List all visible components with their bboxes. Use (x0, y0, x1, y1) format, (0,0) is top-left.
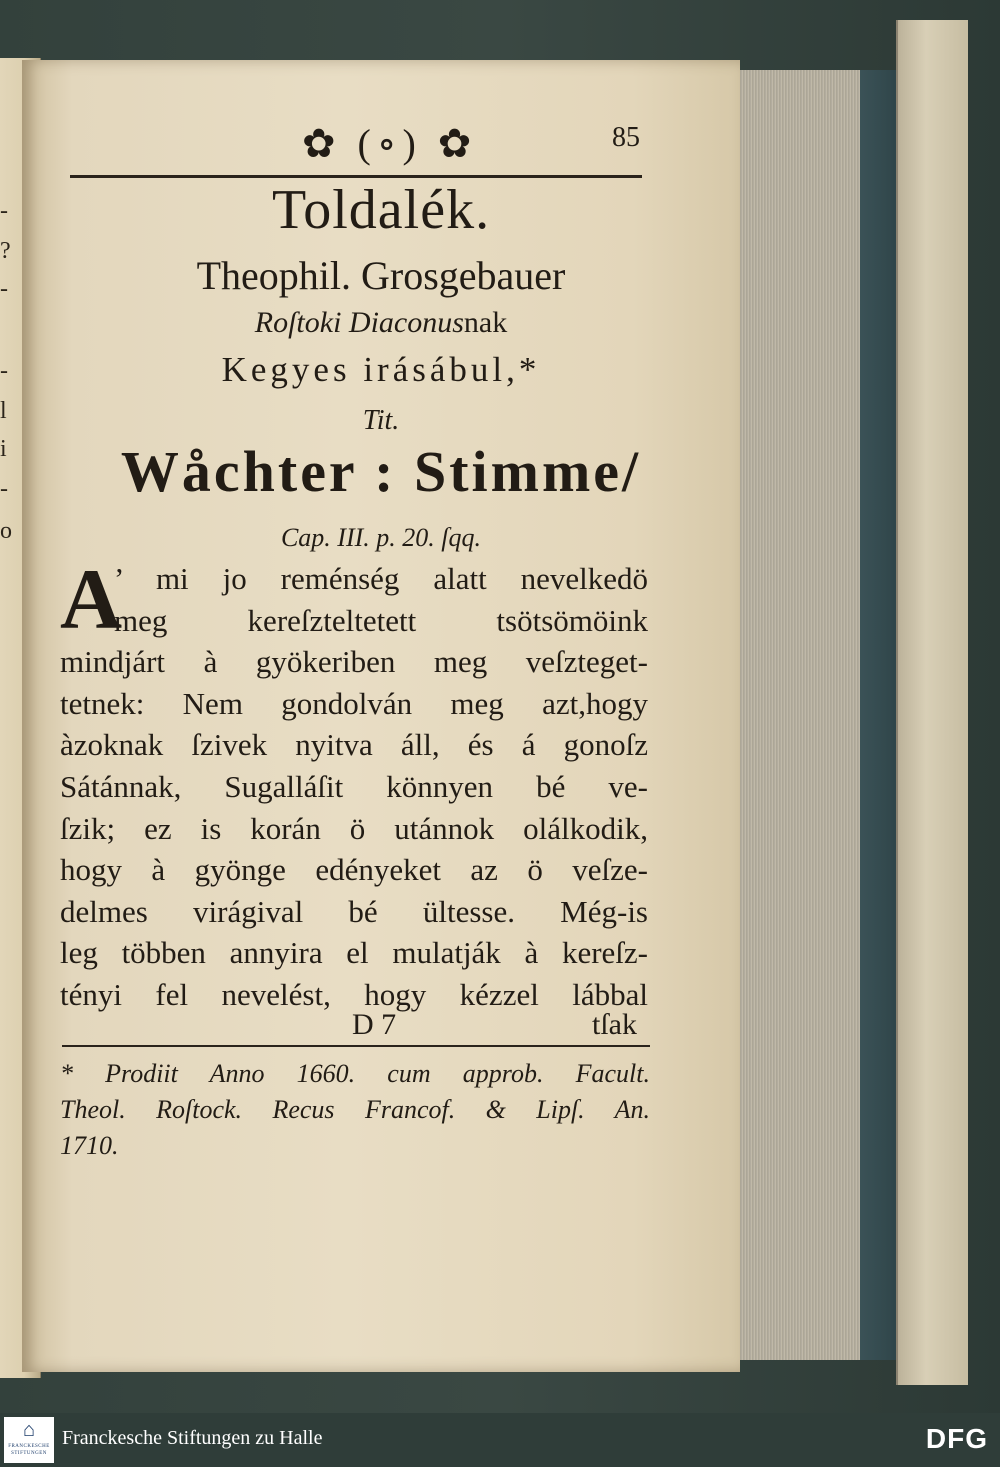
dfg-logo[interactable]: DFG (925, 1423, 988, 1454)
place-suffix: nak (463, 306, 508, 339)
footer-bar (0, 1413, 1000, 1467)
building-icon: ⌂ (22, 1419, 35, 1441)
tit-label: Tit. (362, 405, 400, 436)
place-line (22, 306, 740, 340)
logo-text: FRANCKESCHE STIFTUNGEN (8, 1444, 50, 1456)
footnote-line: Theol. Roſtock. Recus Francof. & Lipſ. An. (60, 1095, 650, 1124)
left-page-mark: l (0, 398, 7, 424)
body-line: tényi fel nevelést, hogy kézzel lábbal (60, 976, 648, 1012)
signature-mark: D 7 (352, 1008, 397, 1041)
drop-capital: A (60, 551, 123, 647)
footnote-line: * Prodiit Anno 1660. cum approb. Facult. (60, 1059, 650, 1088)
footnote-line: 1710. (60, 1131, 119, 1160)
body-line: ſzik; ez is korán ö utánnok olálkodik, (60, 810, 648, 846)
page-title: Toldalék. (271, 179, 491, 241)
body-line: hogy à gyönge edényeket az ö veſze- (60, 852, 648, 888)
footnote-rule (62, 1045, 650, 1047)
body-text (60, 551, 648, 1016)
footnote (60, 1056, 650, 1164)
body-line: tetnek: Nem gondolván meg azt,hogy (60, 685, 648, 721)
left-page-mark: - (0, 198, 8, 224)
book-page (22, 60, 740, 1372)
body-line: mindjárt à gyökeriben meg veſzteget- (60, 644, 648, 680)
catchword: tſak (592, 1008, 637, 1041)
left-page-mark: ? (0, 238, 11, 264)
german-title: Wåchter : Stimme/ (120, 439, 642, 504)
body-line: meg kereſzteltetett tsötsömöink (114, 602, 648, 638)
book-cover-edge (896, 20, 968, 1385)
institution-logo[interactable] (4, 1417, 54, 1463)
left-page-mark: - (0, 276, 8, 302)
body-line: ’ mi jo reménség alatt nevelkedö (114, 561, 648, 596)
body-line: leg többen annyira el mulatják à kereſz- (60, 935, 648, 971)
chapter-reference: Cap. III. p. 20. ſqq. (280, 523, 482, 552)
source-line: Kegyes irásábul,* (221, 350, 541, 389)
body-line: Sátánnak, Sugalláſit könnyen bé ve- (60, 768, 648, 804)
page-number: 85 (612, 122, 640, 153)
left-page-mark: o (0, 518, 12, 544)
left-page-mark: - (0, 476, 8, 502)
header-ornament: ✿ (∘) ✿ (302, 121, 478, 166)
body-line: àzoknak ſzivek nyitva áll, és á gonoſz (60, 727, 648, 763)
institution-name[interactable]: Franckesche Stiftungen zu Halle (62, 1427, 323, 1449)
page-edges (738, 70, 898, 1360)
author-line: Theophil. Grosgebauer (196, 253, 566, 298)
left-page-mark: i (0, 436, 7, 462)
place-italic: Roſtoki Diaconus (254, 306, 464, 339)
left-page-mark: - (0, 358, 8, 384)
body-line: delmes virágival bé ültesse. Még-is (60, 893, 648, 929)
